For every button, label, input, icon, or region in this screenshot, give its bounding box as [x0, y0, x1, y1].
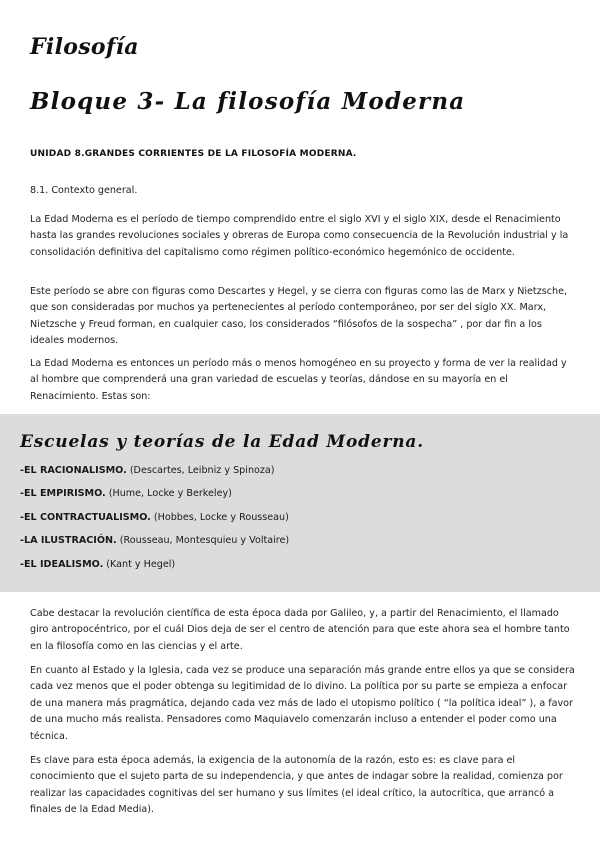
- school-list-item: [20, 535, 289, 546]
- unit-heading: UNIDAD 8.GRANDES CORRIENTES DE LA FILOSOFÍA MODERNA.: [30, 149, 357, 159]
- school-name: -LA ILUSTRACIÓN.: [20, 535, 117, 546]
- school-list-item: [20, 488, 232, 499]
- school-list-item: [20, 465, 275, 476]
- school-name: -EL EMPIRISMO.: [20, 488, 106, 499]
- school-name: -EL CONTRACTUALISMO.: [20, 512, 151, 523]
- section-heading: 8.1. Contexto general.: [30, 185, 138, 196]
- subject-title: Filosofía: [30, 34, 139, 60]
- school-authors: (Rousseau, Montesquieu y Voltaire): [119, 535, 290, 546]
- paragraph-autonomy-of-reason: Es clave para esta época además, la exigencia de la autonomía de la razón, esto es: es clave para el conocimiento que el sujeto parta de su independencia, y que antes de indagar sobre la realidad, comienza por realizar las capacidades cognitivas del ser humano y sus límites (el ideal crítico, la autocrítica, que arrancó a finales de la Edad Media).: [30, 755, 563, 816]
- paragraph-schools-intro: La Edad Moderna es entonces un período más o menos homogéneo en su proyecto y forma de ver la realidad y al hombre que comprenderá una gran variedad de escuelas y teorías, dándose en su mayoría en el Renacimiento. Estas son:: [30, 358, 567, 402]
- school-authors: (Descartes, Leibniz y Spinoza): [129, 465, 275, 476]
- school-name: -EL RACIONALISMO.: [20, 465, 127, 476]
- paragraph-period-figures: Este período se abre con figuras como Descartes y Hegel, y se cierra con figuras como las de Marx y Nietzsche, que son consideradas por muchos ya pertenecientes al período contemporáneo, por ser del siglo XX. Marx, Nietzsche y Freud forman, en cualquier caso, los considerados “filósofos de la sospecha” , por dar fin a los ideales modernos.: [30, 286, 568, 347]
- paragraph-state-church: En cuanto al Estado y la Iglesia, cada vez se produce una separación más grande entre ellos ya que se considera cada vez menos que el poder obtenga su legitimidad de lo divino. La política por su parte se empieza a enfocar de una manera más pragmática, dejando cada vez más de lado el utopismo político ( “la política ideal” ), a favor de una mucho más realista. Pensadores como Maquiavelo comenzarán incluso a entender el poder como una técnica.: [30, 665, 575, 742]
- school-list-item: [20, 512, 289, 523]
- school-name: -EL IDEALISMO.: [20, 559, 104, 570]
- school-authors: (Hume, Locke y Berkeley): [108, 488, 232, 499]
- schools-box-title: Escuelas y teorías de la Edad Moderna.: [20, 432, 424, 452]
- schools-box: [0, 414, 600, 592]
- school-authors: (Kant y Hegel): [106, 559, 176, 570]
- paragraph-edad-moderna-definition: La Edad Moderna es el período de tiempo comprendido entre el siglo XVI y el siglo XIX, desde el Renacimiento hasta las grandes revoluciones sociales y obreras de Europa como consecuencia de la Revolución industrial y la consolidación definitiva del capitalismo como régimen político-económico hegemónico de occidente.: [30, 214, 569, 258]
- school-list-item: [20, 559, 175, 570]
- school-authors: (Hobbes, Locke y Rousseau): [153, 512, 289, 523]
- paragraph-scientific-revolution: Cabe destacar la revolución científica de esta época dada por Galileo, y, a partir del Renacimiento, el llamado giro antropocéntrico, por el cuál Dios deja de ser el centro de atención para que este ahora sea el hombre tanto en la filosofía como en las ciencias y el arte.: [30, 608, 570, 652]
- block-title: Bloque 3- La filosofía Moderna: [30, 88, 466, 115]
